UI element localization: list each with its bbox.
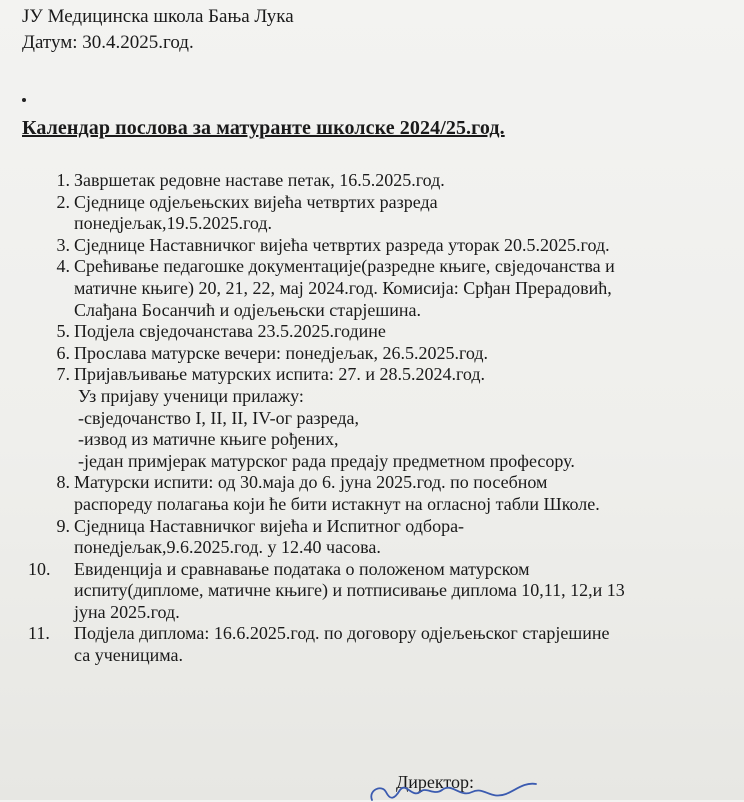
item-text-line: Подјела диплома: 16.6.2025.год. по договору одјељењског старјешине — [74, 623, 610, 644]
item-number: 7. — [56, 364, 70, 385]
item-text-line: Сједница Наставничког вијећа и Испитног одбора- — [74, 515, 465, 536]
item-text-line: са ученицима. — [74, 645, 184, 666]
school-name: ЈУ Медицинска школа Бања Лука — [22, 6, 294, 27]
calendar-list — [28, 170, 734, 667]
item-text-line: Сједнице одјељењских вијећа четвртих разреда — [74, 191, 438, 212]
bullet-dot — [22, 98, 26, 102]
item-text-line: Матурски испити: од 30.маја до 6. јуна 2025.год. по посебном — [74, 472, 548, 493]
item-text-line: Завршетак редовне наставе петак, 16.5.2025.год. — [74, 170, 445, 190]
list-item — [34, 256, 734, 321]
list-item — [34, 516, 734, 559]
list-item — [34, 192, 734, 235]
item-text-line: Уз пријаву ученици прилажу: — [78, 385, 304, 406]
item-text-line: распореду полагања који ће бити истакнут на огласној табли Школе. — [74, 493, 600, 514]
item-text-line: Срећивање педагошке документације(разредне књиге, свједочанства и — [74, 256, 615, 277]
item-number: 11. — [28, 623, 50, 644]
list-item — [34, 321, 734, 343]
item-number: 1. — [56, 170, 70, 190]
list-item — [28, 623, 734, 666]
item-text-line: -свједочанство I, II, II, IV-ог разреда, — [78, 407, 360, 428]
item-text-line: понедјељак,9.6.2025.год. у 12.40 часова. — [74, 537, 381, 558]
list-item — [34, 472, 734, 515]
item-text-line: испиту(дипломе, матичне књиге) и потписивање диплома 10,11, 12,и 13 — [74, 580, 625, 601]
item-number: 5. — [56, 321, 70, 342]
list-item — [34, 235, 734, 257]
item-text-line: Подјела свједочанстава 23.5.2025.године — [74, 321, 386, 342]
item-text-line: -извод из матичне књиге рођених, — [78, 429, 339, 450]
item-text-line: Сједнице Наставничког вијећа четвртих разреда уторак 20.5.2025.год. — [74, 234, 610, 255]
document-date: Датум: 30.4.2025.год. — [22, 32, 194, 53]
item-number: 4. — [56, 256, 70, 277]
list-item — [34, 364, 734, 472]
item-text-line: матичне књиге) 20, 21, 22, мај 2024.год. Комисија: Срђан Прерадовић, — [74, 277, 612, 298]
item-text-line: Евиденција и сравнавање података о положеном матурском — [74, 558, 530, 579]
item-text-line: јуна 2025.год. — [74, 601, 180, 622]
item-number: 6. — [56, 342, 70, 363]
list-item — [34, 343, 734, 365]
item-number: 9. — [56, 515, 70, 536]
item-number: 2. — [56, 191, 70, 212]
list-item — [34, 170, 734, 192]
handwritten-signature — [360, 772, 560, 802]
item-text-line: Прослава матурске вечери: понедјељак, 26.5.2025.год. — [74, 342, 489, 363]
item-number: 10. — [28, 558, 51, 579]
item-text-line: Слађана Босанчић и одјељењски старјешина. — [74, 299, 421, 320]
item-number: 3. — [56, 234, 70, 255]
document-title: Календар послова за матуранте школске 2024/25.год. — [22, 117, 505, 139]
item-text-line: понедјељак,19.5.2025.год. — [74, 213, 273, 234]
item-number: 8. — [56, 472, 70, 493]
item-text-line: -један примјерак матурског рада предају предметном професору. — [78, 450, 575, 471]
list-item — [28, 558, 734, 624]
item-text-line: Пријављивање матурских испита: 27. и 28.5.2024.год. — [74, 364, 486, 385]
signature-label: Директор: — [396, 772, 475, 792]
